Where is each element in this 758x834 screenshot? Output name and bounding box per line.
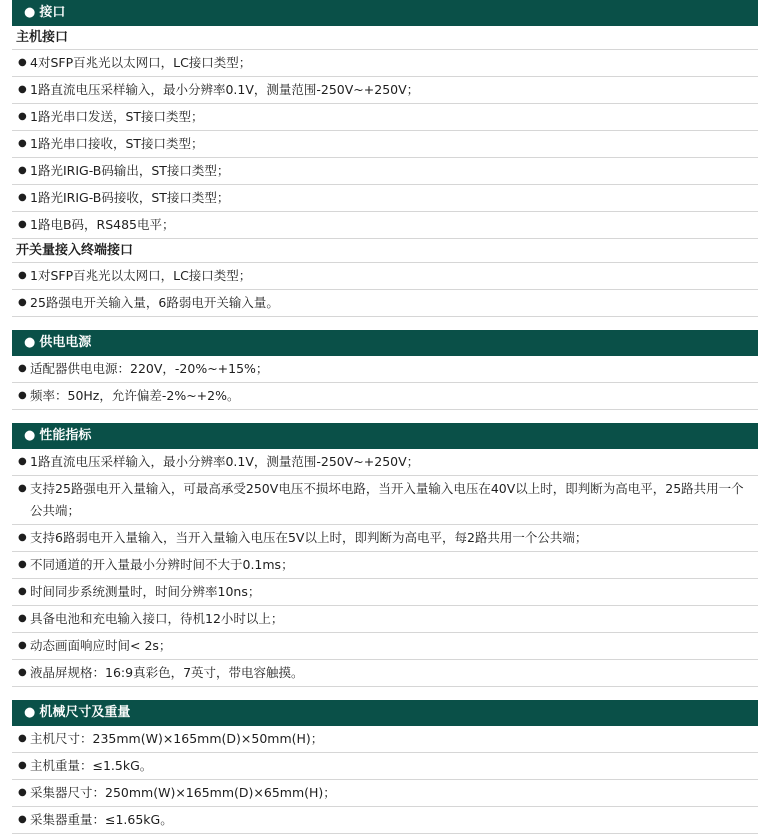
bullet-icon: ● <box>18 138 27 149</box>
bullet-icon: ● <box>24 428 36 443</box>
list-item: ● 1路直流电压采样输入，最小分辨率0.1V，测量范围-250V~+250V； <box>12 77 758 104</box>
list-item: ● 采集器尺寸：250mm(W)×165mm(D)×65mm(H)； <box>12 780 758 807</box>
bullet-icon: ● <box>24 5 36 20</box>
bullet-icon: ● <box>18 456 27 467</box>
bullet-icon: ● <box>18 483 27 494</box>
bullet-icon: ● <box>18 297 27 308</box>
bullet-icon: ● <box>18 640 27 651</box>
list-item: ● 1路光串口接收，ST接口类型； <box>12 131 758 158</box>
bullet-icon: ● <box>18 733 27 744</box>
subsection-header: 开关量接入终端接口 <box>12 239 758 263</box>
list-item: ● 支持25路强电开入量输入，可最高承受250V电压不损坏电路，当开入量输入电压在40V以上时，即判断为高电平，25路共用一个公共端； <box>12 476 758 525</box>
bullet-icon: ● <box>18 760 27 771</box>
bullet-icon: ● <box>18 219 27 230</box>
list-item: ● 液晶屏规格：16:9真彩色，7英寸，带电容触摸。 <box>12 660 758 687</box>
list-item: ● 主机重量：≤1.5kG。 <box>12 753 758 780</box>
list-item: ● 具备电池和充电输入接口，待机12小时以上； <box>12 606 758 633</box>
bullet-icon: ● <box>18 586 27 597</box>
bullet-icon: ● <box>18 532 27 543</box>
list-item: ● 1路光IRIG-B码输出，ST接口类型； <box>12 158 758 185</box>
list-item: ● 采集器重量：≤1.65kG。 <box>12 807 758 834</box>
section-header: ● 机械尺寸及重量 <box>12 700 758 726</box>
list-item: ● 不同通道的开入量最小分辨时间不大于0.1ms； <box>12 552 758 579</box>
section-header: ● 供电电源 <box>12 330 758 356</box>
section-power-supply <box>12 330 758 410</box>
bullet-icon: ● <box>18 613 27 624</box>
bullet-icon: ● <box>18 667 27 678</box>
bullet-icon: ● <box>18 363 27 374</box>
list-item: ● 1路直流电压采样输入，最小分辨率0.1V，测量范围-250V~+250V； <box>12 449 758 476</box>
bullet-icon: ● <box>24 335 36 350</box>
subsection-header: 主机接口 <box>12 26 758 50</box>
list-item: ● 支持6路弱电开入量输入，当开入量输入电压在5V以上时，即判断为高电平，每2路共用一个公共端； <box>12 525 758 552</box>
bullet-icon: ● <box>18 270 27 281</box>
bullet-icon: ● <box>18 84 27 95</box>
list-item: ● 1路光IRIG-B码接收，ST接口类型； <box>12 185 758 212</box>
bullet-icon: ● <box>18 559 27 570</box>
list-item: ● 1路光串口发送，ST接口类型； <box>12 104 758 131</box>
list-item: ● 适配器供电电源：220V，-20%~+15%； <box>12 356 758 383</box>
bullet-icon: ● <box>18 390 27 401</box>
list-item: ● 主机尺寸：235mm(W)×165mm(D)×50mm(H)； <box>12 726 758 753</box>
list-item: ● 1对SFP百兆光以太网口，LC接口类型； <box>12 263 758 290</box>
bullet-icon: ● <box>18 165 27 176</box>
bullet-icon: ● <box>18 814 27 825</box>
list-item: ● 时间同步系统测量时，时间分辨率10ns； <box>12 579 758 606</box>
bullet-icon: ● <box>18 192 27 203</box>
section-interfaces <box>12 0 758 317</box>
section-header: ● 接口 <box>12 0 758 26</box>
bullet-icon: ● <box>18 111 27 122</box>
section-performance <box>12 423 758 687</box>
section-dimensions-weight <box>12 700 758 834</box>
list-item: ● 25路强电开关输入量，6路弱电开关输入量。 <box>12 290 758 317</box>
list-item: ● 1路电B码，RS485电平； <box>12 212 758 239</box>
section-header: ● 性能指标 <box>12 423 758 449</box>
bullet-icon: ● <box>24 705 36 720</box>
list-item: ● 动态画面响应时间< 2s； <box>12 633 758 660</box>
bullet-icon: ● <box>18 787 27 798</box>
list-item: ● 4对SFP百兆光以太网口，LC接口类型； <box>12 50 758 77</box>
list-item: ● 频率：50Hz，允许偏差-2%~+2%。 <box>12 383 758 410</box>
bullet-icon: ● <box>18 57 27 68</box>
